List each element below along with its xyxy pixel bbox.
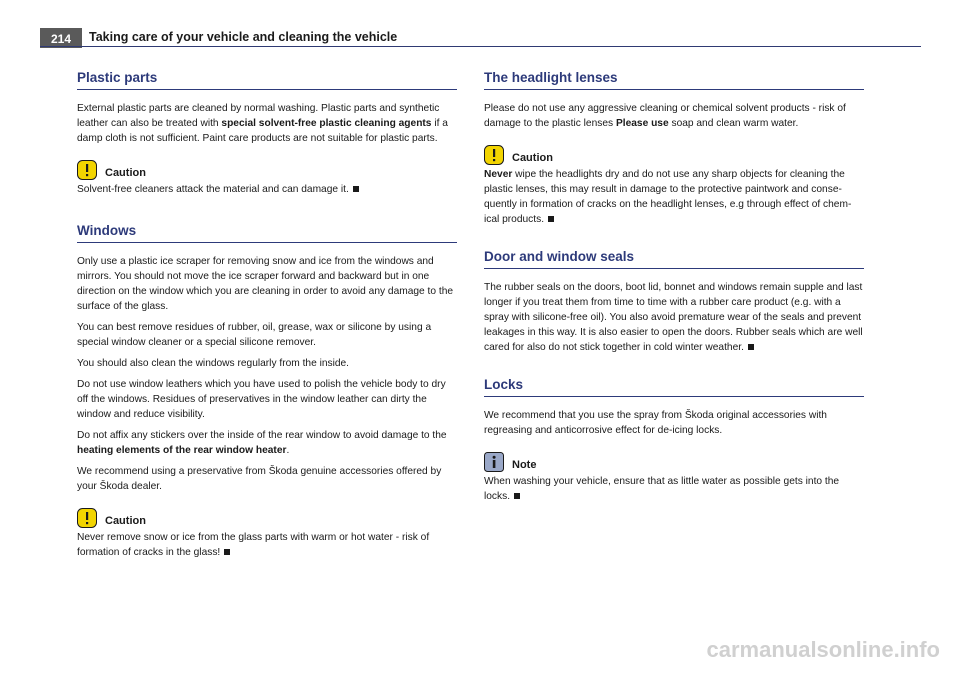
page-header [40, 28, 921, 48]
section-heading: Plastic parts [77, 70, 457, 90]
section-heading: Door and window seals [484, 249, 864, 269]
header-divider [40, 46, 921, 47]
caution-title: Caution [105, 167, 146, 179]
paragraph: Only use a plastic ice scraper for removing snow and ice from the windows and mirrors. You should not move the ice scraper forward and backward but in one direction on the window which you are cleaning in order to avoid any damage to the surface of the glass. [77, 256, 454, 312]
caution-icon [77, 508, 97, 528]
section-heading: Windows [77, 223, 457, 243]
caution-title: Caution [105, 515, 146, 527]
paragraph: Please do not use any aggressive cleaning or chemical solvent products - risk of damage to the plastic lenses Please use soap and clean warm water. [484, 103, 846, 129]
section-headlight-lenses [484, 70, 864, 227]
caution-box-header [484, 143, 864, 165]
right-column [484, 70, 864, 522]
section-heading: Locks [484, 377, 864, 397]
end-of-section-icon [224, 549, 230, 555]
caution-title: Caution [512, 152, 553, 164]
paragraph: You should also clean the windows regularly from the inside. [77, 358, 350, 369]
caution-icon [484, 145, 504, 165]
watermark: carmanualsonline.info [706, 637, 940, 662]
note-text: When washing your vehicle, ensure that as little water as possible gets into the locks. [484, 476, 840, 502]
end-of-section-icon [748, 344, 754, 350]
page-number: 214 [40, 28, 82, 48]
paragraph: You can best remove residues of rubber, oil, grease, wax or silicone by using a special window cleaner or a special silicone remover. [77, 322, 432, 348]
end-of-section-icon [548, 216, 554, 222]
section-heading: The headlight lenses [484, 70, 864, 90]
chapter-title: Taking care of your vehicle and cleaning the vehicle [89, 30, 398, 44]
paragraph: Do not affix any stickers over the inside of the rear window to avoid damage to the heating elements of the rear window heater. [77, 430, 447, 456]
caution-text: Solvent-free cleaners attack the material and can damage it. [77, 182, 457, 197]
paragraph: We recommend that you use the spray from Škoda original accessories with regreasing and anticorrosive effect for de-icing locks. [484, 410, 827, 436]
caution-text: Never wipe the headlights dry and do not use any sharp objects for cleaning the plastic lenses, this may result in damage to the protective paintwork and conse-quently in formation of cracks on the headlight lenses, e.g through effect of chem-ical products. [484, 169, 852, 225]
left-column [77, 70, 457, 578]
paragraph: External plastic parts are cleaned by normal washing. Plastic parts and synthetic leather can also be treated with special solvent-free plastic cleaning agents if a damp cloth is not sufficient. Paint care products are not suitable for plastic parts. [77, 103, 448, 144]
paragraph: The rubber seals on the doors, boot lid, bonnet and windows remain supple and last longer if you treat them from time to time with a rubber care product (e.g. with a spray with silicone-free oil). You also avoid premature wear of the seals and prevent leakages in this way. It is also easier to open the doors. Rubber seals which are well cared for also do not stick together in cold winter weather. [484, 282, 863, 353]
end-of-section-icon [353, 186, 359, 192]
paragraph: We recommend using a preservative from Škoda genuine accessories offered by your Škoda dealer. [77, 466, 442, 492]
section-locks [484, 377, 864, 504]
caution-text: Never remove snow or ice from the glass parts with warm or hot water - risk of formation of cracks in the glass! [77, 532, 430, 558]
info-icon [484, 452, 504, 472]
caution-box-header [77, 506, 457, 528]
caution-icon [77, 160, 97, 180]
section-plastic-parts [77, 70, 457, 197]
end-of-section-icon [514, 493, 520, 499]
section-door-window-seals [484, 249, 864, 355]
note-title: Note [512, 459, 537, 471]
note-box-header [484, 450, 864, 472]
caution-box-header [77, 158, 457, 180]
section-windows [77, 223, 457, 560]
paragraph: Do not use window leathers which you have used to polish the vehicle body to dry off the windows. Residues of preservatives in the window leather can dirty the window and reduce visibility. [77, 379, 446, 420]
